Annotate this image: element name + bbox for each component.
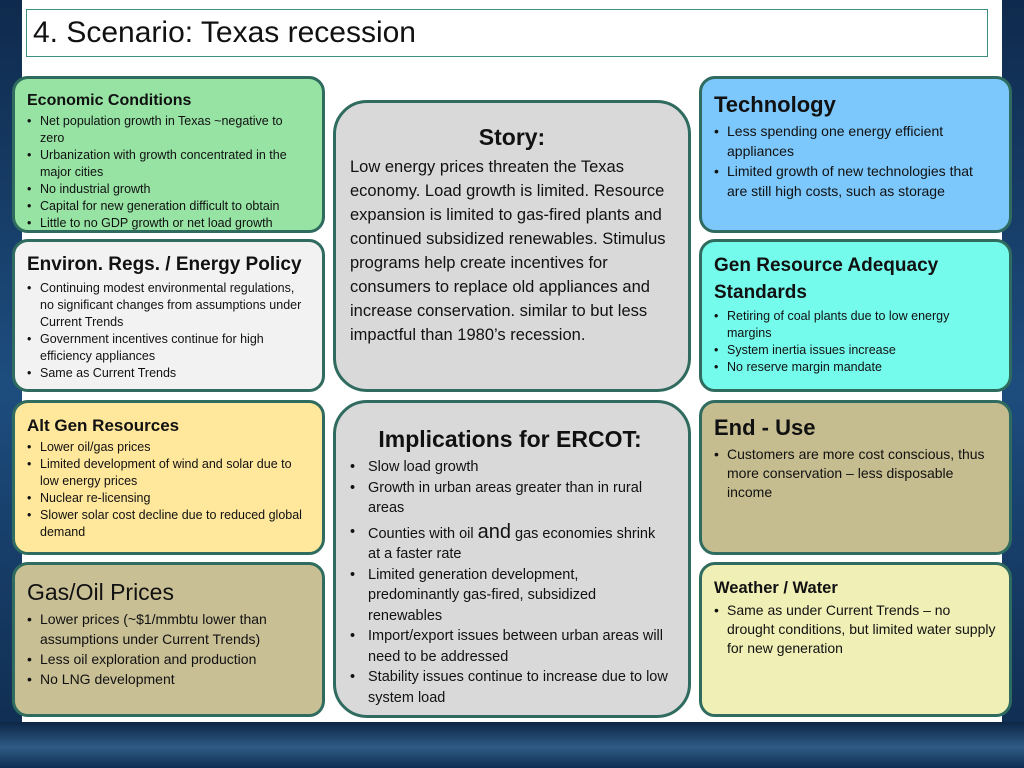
implications-list [350, 457, 670, 708]
implications-item3-and: and [477, 520, 511, 543]
list-item: • Capital for new generation difficult to obtain [27, 198, 310, 215]
gen-resource-adequacy-list [714, 308, 997, 376]
gen-resource-adequacy-title: Gen Resource Adequacy Standards [714, 255, 939, 303]
list-item: • No reserve margin mandate [714, 359, 997, 376]
technology-box [699, 76, 1012, 233]
implications-item3-post: gas economies shrink at a faster rate [368, 525, 656, 562]
technology-list [714, 121, 997, 201]
list-item: • Limited generation development, predominantly gas-fired, subsidized renewables [350, 565, 670, 627]
list-item: • System inertia issues increase [714, 342, 997, 359]
list-item: • Same as Current Trends [27, 365, 310, 382]
gas-oil-prices-title: Gas/Oil Prices [27, 579, 174, 605]
list-item: • Less spending one energy efficient appliances [714, 121, 997, 161]
implications-title: Implications for ERCOT: [378, 426, 642, 452]
weather-water-list [714, 601, 997, 658]
list-item: • Slow load growth [350, 457, 670, 478]
gas-oil-prices-list [27, 609, 310, 689]
economic-conditions-box [12, 76, 325, 233]
slide-title: 4. Scenario: Texas recession [33, 16, 416, 49]
economic-conditions-list [27, 113, 310, 232]
alt-gen-resources-title: Alt Gen Resources [27, 416, 180, 435]
gas-oil-prices-box [12, 562, 325, 717]
environ-regs-box [12, 239, 325, 392]
list-item: • Retiring of coal plants due to low energy margins [714, 308, 997, 342]
bottom-band [0, 722, 1024, 768]
end-use-list [714, 445, 997, 502]
list-item: • Customers are more cost conscious, thus more conservation – less disposable income [714, 445, 997, 502]
technology-title: Technology [714, 92, 836, 117]
list-item: • Limited development of wind and solar due to low energy prices [27, 456, 310, 490]
list-item: • Continuing modest environmental regulations, no significant changes from assumptions under Current Trends [27, 280, 310, 331]
end-use-title: End - Use [714, 415, 816, 440]
list-item: • Less oil exploration and production [27, 649, 310, 669]
environ-regs-title: Environ. Regs. / Energy Policy [27, 254, 302, 275]
list-item: • Urbanization with growth concentrated in the major cities [27, 147, 310, 181]
story-title: Story: [478, 124, 546, 150]
list-item: • Net population growth in Texas ~negative to zero [27, 113, 310, 147]
implications-item3-pre: Counties with oil [368, 525, 478, 542]
weather-water-box [699, 562, 1012, 717]
list-item: • No industrial growth [27, 181, 310, 198]
list-item: • Stability issues continue to increase due to low system load [350, 667, 670, 708]
end-use-box [699, 400, 1012, 555]
list-item: • Government incentives continue for high efficiency appliances [27, 331, 310, 365]
list-item: • Lower oil/gas prices [27, 439, 310, 456]
list-item: • Nuclear re-licensing [27, 490, 310, 507]
list-item: • Slower solar cost decline due to reduced global demand [27, 507, 310, 541]
list-item: • Little to no GDP growth or net load growth [27, 215, 310, 232]
list-item: • No LNG development [27, 669, 310, 689]
list-item: • Import/export issues between urban areas will need to be addressed [350, 626, 670, 667]
list-item: • Lower prices (~$1/mmbtu lower than assumptions under Current Trends) [27, 609, 310, 649]
story-text: Low energy prices threaten the Texas economy. Load growth is limited. Resource expansion is limited to gas-fired plants and continued subsidized renewables. Stimulus programs help create incentives for consumers to replace old appliances and increase conservation. similar to but less impactful than 1980’s recession. [350, 158, 666, 344]
story-box [333, 100, 691, 392]
gen-resource-adequacy-box [699, 239, 1012, 392]
slide-title-box [26, 9, 988, 57]
list-item [350, 522, 670, 565]
list-item: • Same as under Current Trends – no drought conditions, but limited water supply for new generation [714, 601, 997, 658]
alt-gen-resources-box [12, 400, 325, 555]
implications-box [333, 400, 691, 718]
environ-regs-list [27, 280, 310, 382]
economic-conditions-title: Economic Conditions [27, 92, 192, 109]
weather-water-title: Weather / Water [714, 579, 838, 597]
alt-gen-resources-list [27, 439, 310, 541]
list-item: • Growth in urban areas greater than in rural areas [350, 478, 670, 519]
list-item: • Limited growth of new technologies that are still high costs, such as storage [714, 161, 997, 201]
